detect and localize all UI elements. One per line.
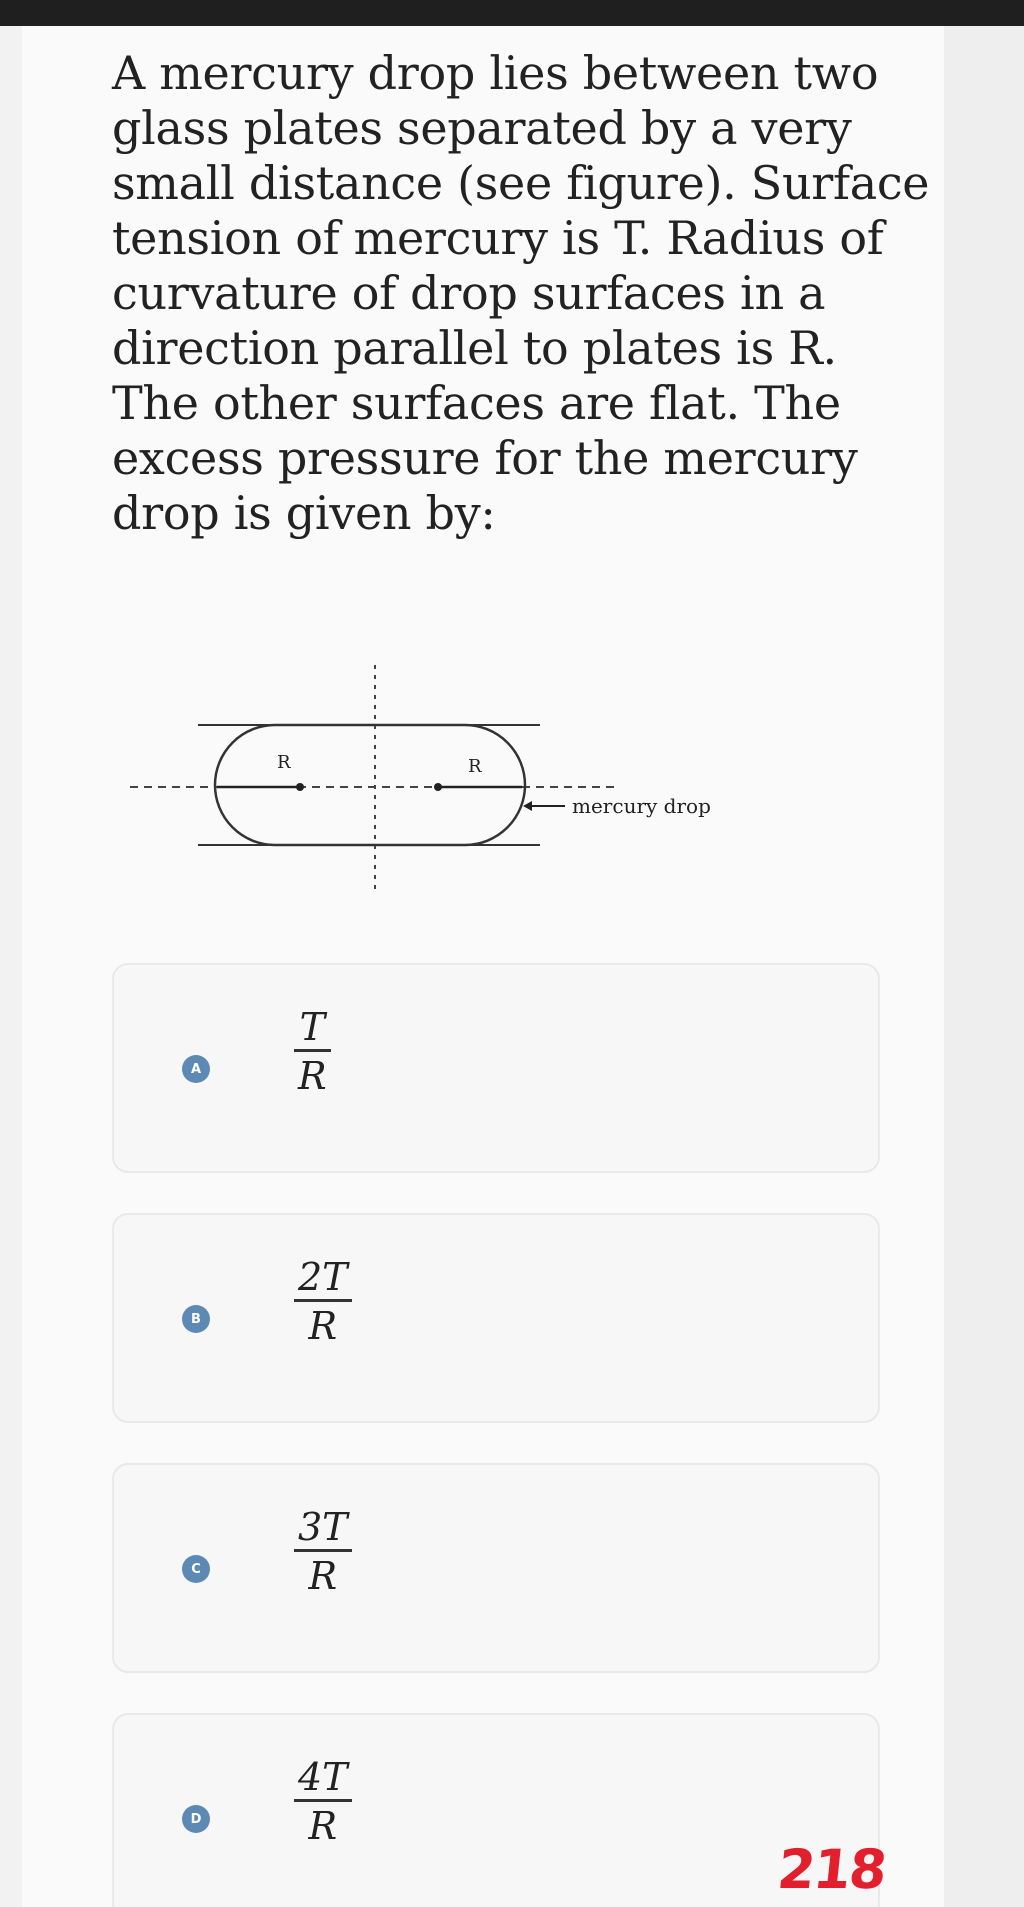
option-d[interactable] [112,1713,880,1907]
option-b-badge: B [182,1305,210,1333]
right-radius-label: R [468,756,482,777]
option-c-numerator: 3T [298,1505,348,1549]
option-b[interactable] [112,1213,880,1423]
mercury-drop-figure [120,650,760,900]
handwritten-question-number: 218 [774,1838,889,1901]
option-b-numerator: 2T [298,1255,348,1299]
right-center-dot [434,783,442,791]
option-a-numerator: T [299,1005,325,1049]
option-d-badge: D [182,1805,210,1833]
option-c-badge: C [182,1555,210,1583]
right-margin [944,26,1024,1907]
option-c[interactable] [112,1463,880,1673]
option-a-denominator: R [298,1054,327,1098]
option-c-denominator: R [308,1554,338,1598]
option-a-fraction [294,1005,331,1100]
left-radius-label: R [277,752,291,773]
top-status-bar [0,0,1024,26]
figure-svg [120,650,760,900]
option-d-denominator: R [308,1804,338,1848]
option-a[interactable] [112,963,880,1173]
option-d-fraction [294,1755,352,1850]
question-text: A mercury drop lies between two glass plates separated by a very small distance (see figure). Surface tension of mercury is T. Radius of curvature of drop surfaces in a direction parallel to plates is R. The other surfaces are flat. The excess pressure for the mercury drop is given by: [112,46,930,540]
mercury-drop-outline [215,725,525,845]
drop-label: mercury drop [572,794,711,818]
option-d-numerator: 4T [298,1755,348,1799]
option-c-fraction [294,1505,352,1600]
left-center-dot [296,783,304,791]
option-a-badge: A [182,1055,210,1083]
drop-pointer-arrowhead [523,801,532,811]
option-b-denominator: R [308,1304,338,1348]
option-b-fraction [294,1255,352,1350]
